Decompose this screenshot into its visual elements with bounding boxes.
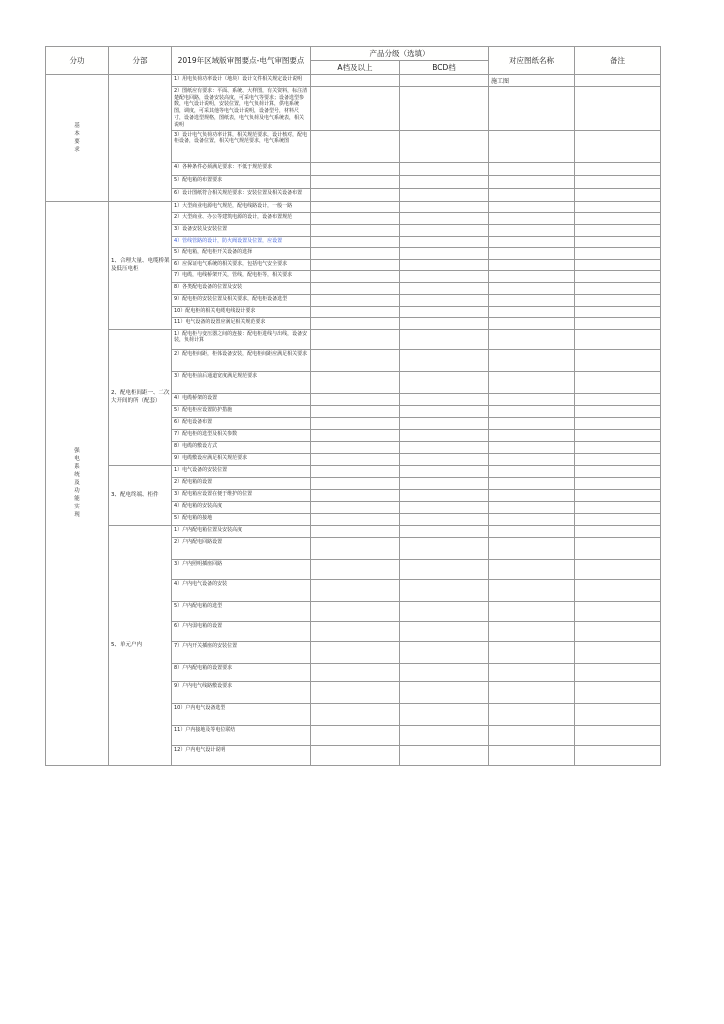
grade-a-cell: [311, 329, 400, 349]
grade-bcd-cell: [400, 259, 489, 270]
review-point-text: 2）户内配电回路设置: [174, 538, 223, 545]
remarks-cell: [575, 86, 661, 130]
drawing-name-cell: [489, 725, 575, 745]
review-point-cell: [172, 501, 311, 513]
drawing-name-cell: [489, 703, 575, 725]
section-label: 2、配电柜间距一、二次大开间的所（配套）: [111, 390, 170, 405]
header-drawing-name: 对应图纸名称: [489, 47, 575, 75]
remarks-cell: [575, 441, 661, 453]
grade-bcd-cell: [400, 465, 489, 477]
grade-bcd-cell: [400, 745, 489, 765]
grade-bcd-cell: [400, 75, 489, 87]
grade-a-cell: [311, 465, 400, 477]
remarks-cell: [575, 224, 661, 236]
review-point-cell: [172, 703, 311, 725]
table-row: [46, 525, 661, 537]
grade-bcd-cell: [400, 270, 489, 282]
drawing-name-cell: [489, 188, 575, 201]
grade-a-cell: [311, 349, 400, 371]
drawing-name-cell: [489, 745, 575, 765]
section-cell: [109, 75, 172, 202]
review-point-text: 1）电气设备的安装位置: [174, 466, 228, 473]
grade-bcd-cell: [400, 247, 489, 259]
review-point-text: 10）配电柜的相关电缆电线设计要求: [174, 307, 256, 314]
drawing-name-cell: [489, 441, 575, 453]
drawing-name-cell: [489, 130, 575, 162]
remarks-cell: [575, 725, 661, 745]
remarks-cell: [575, 703, 661, 725]
review-point-cell: [172, 212, 311, 224]
drawing-name-cell: [489, 201, 575, 212]
grade-a-cell: [311, 477, 400, 489]
header-remarks: 备注: [575, 47, 661, 75]
review-point-text: 6）应保证电气系统的相关要求，包括电气安全要求: [174, 260, 288, 267]
grade-bcd-cell: [400, 489, 489, 501]
review-point-cell: [172, 329, 311, 349]
grade-bcd-cell: [400, 175, 489, 188]
grade-bcd-cell: [400, 579, 489, 601]
remarks-cell: [575, 317, 661, 329]
grade-bcd-cell: [400, 477, 489, 489]
review-points-table: [45, 46, 661, 766]
header-product-grade: 产品分级（选填）: [311, 47, 489, 61]
grade-bcd-cell: [400, 236, 489, 247]
grade-a-cell: [311, 417, 400, 429]
review-point-cell: [172, 579, 311, 601]
grade-a-cell: [311, 453, 400, 465]
grade-bcd-cell: [400, 513, 489, 525]
review-point-text: 8）户内配电箱的设置要求: [174, 664, 233, 671]
review-point-text: 3）配电柜前后通道宽度满足规范要求: [174, 372, 258, 379]
review-point-cell: [172, 175, 311, 188]
review-point-cell: [172, 621, 311, 641]
grade-a-cell: [311, 501, 400, 513]
group-label: 基本要求: [74, 122, 80, 153]
remarks-cell: [575, 641, 661, 663]
grade-bcd-cell: [400, 224, 489, 236]
group-cell: [46, 201, 109, 765]
review-point-text: 3）设计电气负荷功率计算，相关规范要求，设计核对，配电柜设备，设备位置，相关电气规范要求，电气系统图: [174, 131, 308, 145]
remarks-cell: [575, 579, 661, 601]
drawing-name-cell: [489, 537, 575, 559]
drawing-name-cell: [489, 525, 575, 537]
grade-bcd-cell: [400, 417, 489, 429]
drawing-name-cell: [489, 224, 575, 236]
review-point-text: 7）户内开关插座的安装位置: [174, 642, 238, 649]
review-point-cell: [172, 405, 311, 417]
review-point-cell: [172, 86, 311, 130]
remarks-cell: [575, 130, 661, 162]
remarks-cell: [575, 75, 661, 87]
review-point-text: 11）户内接地及等电位联结: [174, 726, 236, 733]
drawing-name-cell: [489, 270, 575, 282]
review-point-text: 4）电缆桥架的设置: [174, 394, 218, 401]
review-point-text: 5）配电柜应设置防护措施: [174, 406, 233, 413]
review-point-cell: [172, 559, 311, 579]
grade-bcd-cell: [400, 317, 489, 329]
review-point-cell: [172, 349, 311, 371]
review-point-cell: [172, 663, 311, 681]
grade-bcd-cell: [400, 393, 489, 405]
drawing-name-cell: [489, 641, 575, 663]
drawing-name-cell: [489, 489, 575, 501]
grade-bcd-cell: [400, 621, 489, 641]
drawing-name-cell: [489, 477, 575, 489]
section-cell: [109, 525, 172, 765]
review-point-text: 10）户内电气设备选型: [174, 704, 226, 711]
header-grade-a: A档及以上: [311, 61, 400, 75]
grade-bcd-cell: [400, 525, 489, 537]
section-label: 5、单元户内: [111, 642, 142, 649]
remarks-cell: [575, 282, 661, 294]
grade-bcd-cell: [400, 212, 489, 224]
grade-a-cell: [311, 663, 400, 681]
drawing-name-cell: [489, 663, 575, 681]
review-point-cell: [172, 270, 311, 282]
review-point-text: 4）管线管路的设计，防火阀设置及位置，应设置: [174, 237, 283, 244]
grade-a-cell: [311, 259, 400, 270]
drawing-name-cell: [489, 349, 575, 371]
remarks-cell: [575, 349, 661, 371]
grade-a-cell: [311, 130, 400, 162]
review-point-text: 7）电缆，电线桥架开关，管线，配电柜等，相关要求: [174, 271, 293, 278]
remarks-cell: [575, 294, 661, 306]
header-grade-bcd: BCD档: [400, 61, 489, 75]
remarks-cell: [575, 501, 661, 513]
grade-a-cell: [311, 317, 400, 329]
remarks-cell: [575, 329, 661, 349]
grade-a-cell: [311, 247, 400, 259]
grade-bcd-cell: [400, 663, 489, 681]
drawing-name-cell: [489, 317, 575, 329]
drawing-name-cell: [489, 212, 575, 224]
review-point-cell: [172, 371, 311, 393]
remarks-cell: [575, 663, 661, 681]
grade-a-cell: [311, 270, 400, 282]
grade-bcd-cell: [400, 349, 489, 371]
drawing-name-cell: [489, 371, 575, 393]
review-point-cell: [172, 725, 311, 745]
remarks-cell: [575, 270, 661, 282]
review-point-text: 5）户内配电箱的选型: [174, 602, 223, 609]
section-cell: [109, 329, 172, 465]
grade-bcd-cell: [400, 371, 489, 393]
remarks-cell: [575, 306, 661, 317]
grade-a-cell: [311, 601, 400, 621]
grade-a-cell: [311, 441, 400, 453]
review-point-text: 9）配电柜的安装位置及相关要求，配电柜设备选型: [174, 295, 288, 302]
table-body: [46, 75, 661, 766]
grade-bcd-cell: [400, 453, 489, 465]
remarks-cell: [575, 621, 661, 641]
grade-bcd-cell: [400, 725, 489, 745]
grade-a-cell: [311, 212, 400, 224]
grade-bcd-cell: [400, 201, 489, 212]
grade-a-cell: [311, 489, 400, 501]
grade-a-cell: [311, 405, 400, 417]
review-point-cell: [172, 75, 311, 87]
review-point-text: 9）电缆敷设应满足相关规范要求: [174, 454, 248, 461]
review-point-text: 2）配电箱的设置: [174, 478, 213, 485]
section-cell: [109, 465, 172, 525]
remarks-cell: [575, 429, 661, 441]
review-point-text: 5）配电箱，配电柜开关设备的选择: [174, 248, 253, 255]
grade-a-cell: [311, 579, 400, 601]
review-point-cell: [172, 236, 311, 247]
grade-bcd-cell: [400, 441, 489, 453]
review-point-text: 8）各类配电设备的位置及安装: [174, 283, 243, 290]
review-point-text: 2）图纸应有要求：平面、系统、大样图，有关资料，标注清楚配电回路，设备安装高度，可采电气等要求；设备选型参数，电气设计说明，安装位置，电气负荷计算，供电系统图，调度，可采其他等电气设计说明，设备型号，材料尺寸，设备选型规格，图纸表，电气负荷及电气系统表，相关说明: [174, 87, 308, 128]
drawing-name-cell: [489, 393, 575, 405]
grade-bcd-cell: [400, 162, 489, 175]
review-point-cell: [172, 429, 311, 441]
review-point-text: 1）户内配电箱位置及安装高度: [174, 526, 243, 533]
review-point-text: 2）大型商业、办公等建筑电源的设计，设备布置规范: [174, 213, 293, 220]
remarks-cell: [575, 417, 661, 429]
grade-bcd-cell: [400, 703, 489, 725]
review-point-text: 1）大型商业电源电气规范，配电线路设计，一般一路: [174, 202, 293, 209]
drawing-name-cell: [489, 405, 575, 417]
review-point-cell: [172, 465, 311, 477]
drawing-name-cell: [489, 329, 575, 349]
review-point-cell: [172, 417, 311, 429]
grade-a-cell: [311, 282, 400, 294]
drawing-name-cell: [489, 501, 575, 513]
remarks-cell: [575, 236, 661, 247]
review-point-text: 5）配电箱的布置要求: [174, 176, 223, 183]
header-section: 分部: [109, 47, 172, 75]
section-cell: [109, 201, 172, 329]
group-label: 强电系统及功能实现: [74, 448, 80, 519]
drawing-name-cell: [489, 75, 575, 87]
drawing-name-cell: [489, 417, 575, 429]
grade-a-cell: [311, 201, 400, 212]
review-point-cell: [172, 489, 311, 501]
review-point-cell: [172, 130, 311, 162]
grade-bcd-cell: [400, 681, 489, 703]
drawing-name-cell: [489, 175, 575, 188]
table-row: [46, 329, 661, 349]
review-point-text: 7）配电柜的选型及相关参数: [174, 430, 238, 437]
drawing-name-cell: [489, 259, 575, 270]
grade-a-cell: [311, 224, 400, 236]
review-point-cell: [172, 188, 311, 201]
review-point-cell: [172, 641, 311, 663]
grade-bcd-cell: [400, 306, 489, 317]
review-point-cell: [172, 294, 311, 306]
grade-a-cell: [311, 306, 400, 317]
review-point-cell: [172, 745, 311, 765]
drawing-name-cell: [489, 559, 575, 579]
review-point-cell: [172, 537, 311, 559]
drawing-name-cell: [489, 465, 575, 477]
drawing-name-cell: [489, 513, 575, 525]
review-point-text: 1）用电负荷功率设计（地块）设计文件相关规定设计说明: [174, 76, 303, 82]
grade-bcd-cell: [400, 405, 489, 417]
review-point-text: 3）配电箱应设置在便于维护的位置: [174, 490, 253, 497]
remarks-cell: [575, 465, 661, 477]
remarks-cell: [575, 559, 661, 579]
drawing-name-cell: [489, 294, 575, 306]
grade-a-cell: [311, 537, 400, 559]
group-cell: [46, 75, 109, 202]
section-label: 1、合理大量、电缆桥架及低压电柜: [111, 258, 170, 273]
remarks-cell: [575, 489, 661, 501]
review-point-text: 12）户内电气设计说明: [174, 746, 226, 753]
review-point-cell: [172, 393, 311, 405]
grade-bcd-cell: [400, 429, 489, 441]
drawing-name-cell: [489, 247, 575, 259]
grade-bcd-cell: [400, 86, 489, 130]
review-point-cell: [172, 525, 311, 537]
drawing-name-cell: [489, 86, 575, 130]
grade-a-cell: [311, 371, 400, 393]
drawing-name-cell: [489, 681, 575, 703]
review-point-cell: [172, 317, 311, 329]
review-point-text: 6）配电设备布置: [174, 418, 213, 425]
remarks-cell: [575, 405, 661, 417]
review-point-cell: [172, 282, 311, 294]
review-point-text: 1）配电柜与变压器之间的连接：配电柜进线与出线，设备安装，负荷计算: [174, 330, 308, 344]
grade-bcd-cell: [400, 329, 489, 349]
review-point-cell: [172, 162, 311, 175]
grade-a-cell: [311, 559, 400, 579]
grade-a-cell: [311, 162, 400, 175]
drawing-name-cell: [489, 601, 575, 621]
review-point-text: 6）设计图纸符合相关规范要求：安装位置及相关设备布置: [174, 189, 303, 196]
remarks-cell: [575, 681, 661, 703]
grade-a-cell: [311, 745, 400, 765]
remarks-cell: [575, 201, 661, 212]
table-row: [46, 75, 661, 87]
drawing-name-cell: [489, 579, 575, 601]
remarks-cell: [575, 745, 661, 765]
drawing-name-cell: [489, 162, 575, 175]
review-point-text: 4）户内电气设备的安装: [174, 580, 228, 587]
review-point-text: 4）各种条件必须满足要求：不低于规范要求: [174, 163, 273, 170]
review-point-cell: [172, 306, 311, 317]
review-point-cell: [172, 477, 311, 489]
drawing-name-cell: [489, 306, 575, 317]
grade-a-cell: [311, 86, 400, 130]
review-point-cell: [172, 224, 311, 236]
grade-a-cell: [311, 393, 400, 405]
grade-bcd-cell: [400, 130, 489, 162]
drawing-name-cell: [489, 429, 575, 441]
grade-a-cell: [311, 513, 400, 525]
remarks-cell: [575, 247, 661, 259]
drawing-name-cell: [489, 236, 575, 247]
grade-bcd-cell: [400, 601, 489, 621]
grade-a-cell: [311, 294, 400, 306]
review-point-text: 6）户内弱电箱的设置: [174, 622, 223, 629]
review-point-text: 3）设备安装及安装位置: [174, 225, 228, 232]
remarks-cell: [575, 393, 661, 405]
remarks-cell: [575, 601, 661, 621]
table-row: [46, 465, 661, 477]
grade-bcd-cell: [400, 294, 489, 306]
drawing-name-text: 施工图: [491, 78, 510, 85]
grade-bcd-cell: [400, 559, 489, 579]
remarks-cell: [575, 188, 661, 201]
grade-a-cell: [311, 703, 400, 725]
grade-bcd-cell: [400, 188, 489, 201]
remarks-cell: [575, 453, 661, 465]
review-point-text: 2）配电柜间距，柜体设备安装，配电柜间距应满足相关要求: [174, 350, 308, 357]
grade-bcd-cell: [400, 282, 489, 294]
review-point-cell: [172, 453, 311, 465]
grade-a-cell: [311, 725, 400, 745]
grade-a-cell: [311, 75, 400, 87]
remarks-cell: [575, 175, 661, 188]
remarks-cell: [575, 371, 661, 393]
section-label: 3、配电终端、柜件: [111, 492, 159, 499]
drawing-name-cell: [489, 282, 575, 294]
grade-a-cell: [311, 236, 400, 247]
grade-a-cell: [311, 525, 400, 537]
grade-bcd-cell: [400, 641, 489, 663]
review-point-cell: [172, 601, 311, 621]
grade-a-cell: [311, 621, 400, 641]
remarks-cell: [575, 525, 661, 537]
remarks-cell: [575, 477, 661, 489]
remarks-cell: [575, 212, 661, 224]
grade-a-cell: [311, 429, 400, 441]
table-row: [46, 201, 661, 212]
review-point-text: 3）户内照明插座回路: [174, 560, 223, 567]
review-point-text: 11）电气设备的设置应满足相关规范要求: [174, 318, 266, 325]
grade-a-cell: [311, 175, 400, 188]
review-point-cell: [172, 441, 311, 453]
remarks-cell: [575, 162, 661, 175]
header-review-points: 2019年区域版审图要点-电气审图要点: [172, 47, 311, 75]
grade-a-cell: [311, 641, 400, 663]
review-point-text: 8）电缆的敷设方式: [174, 442, 218, 449]
review-point-cell: [172, 201, 311, 212]
review-point-cell: [172, 681, 311, 703]
review-point-text: 5）配电箱的接地: [174, 514, 213, 521]
review-point-cell: [172, 513, 311, 525]
header-function: 分功: [46, 47, 109, 75]
remarks-cell: [575, 513, 661, 525]
review-point-text: 4）配电箱的安装高度: [174, 502, 223, 509]
review-point-cell: [172, 259, 311, 270]
review-point-text: 9）户内电气线路敷设要求: [174, 682, 233, 689]
drawing-name-cell: [489, 621, 575, 641]
grade-bcd-cell: [400, 537, 489, 559]
grade-a-cell: [311, 188, 400, 201]
review-point-cell: [172, 247, 311, 259]
grade-a-cell: [311, 681, 400, 703]
remarks-cell: [575, 537, 661, 559]
remarks-cell: [575, 259, 661, 270]
drawing-name-cell: [489, 453, 575, 465]
grade-bcd-cell: [400, 501, 489, 513]
